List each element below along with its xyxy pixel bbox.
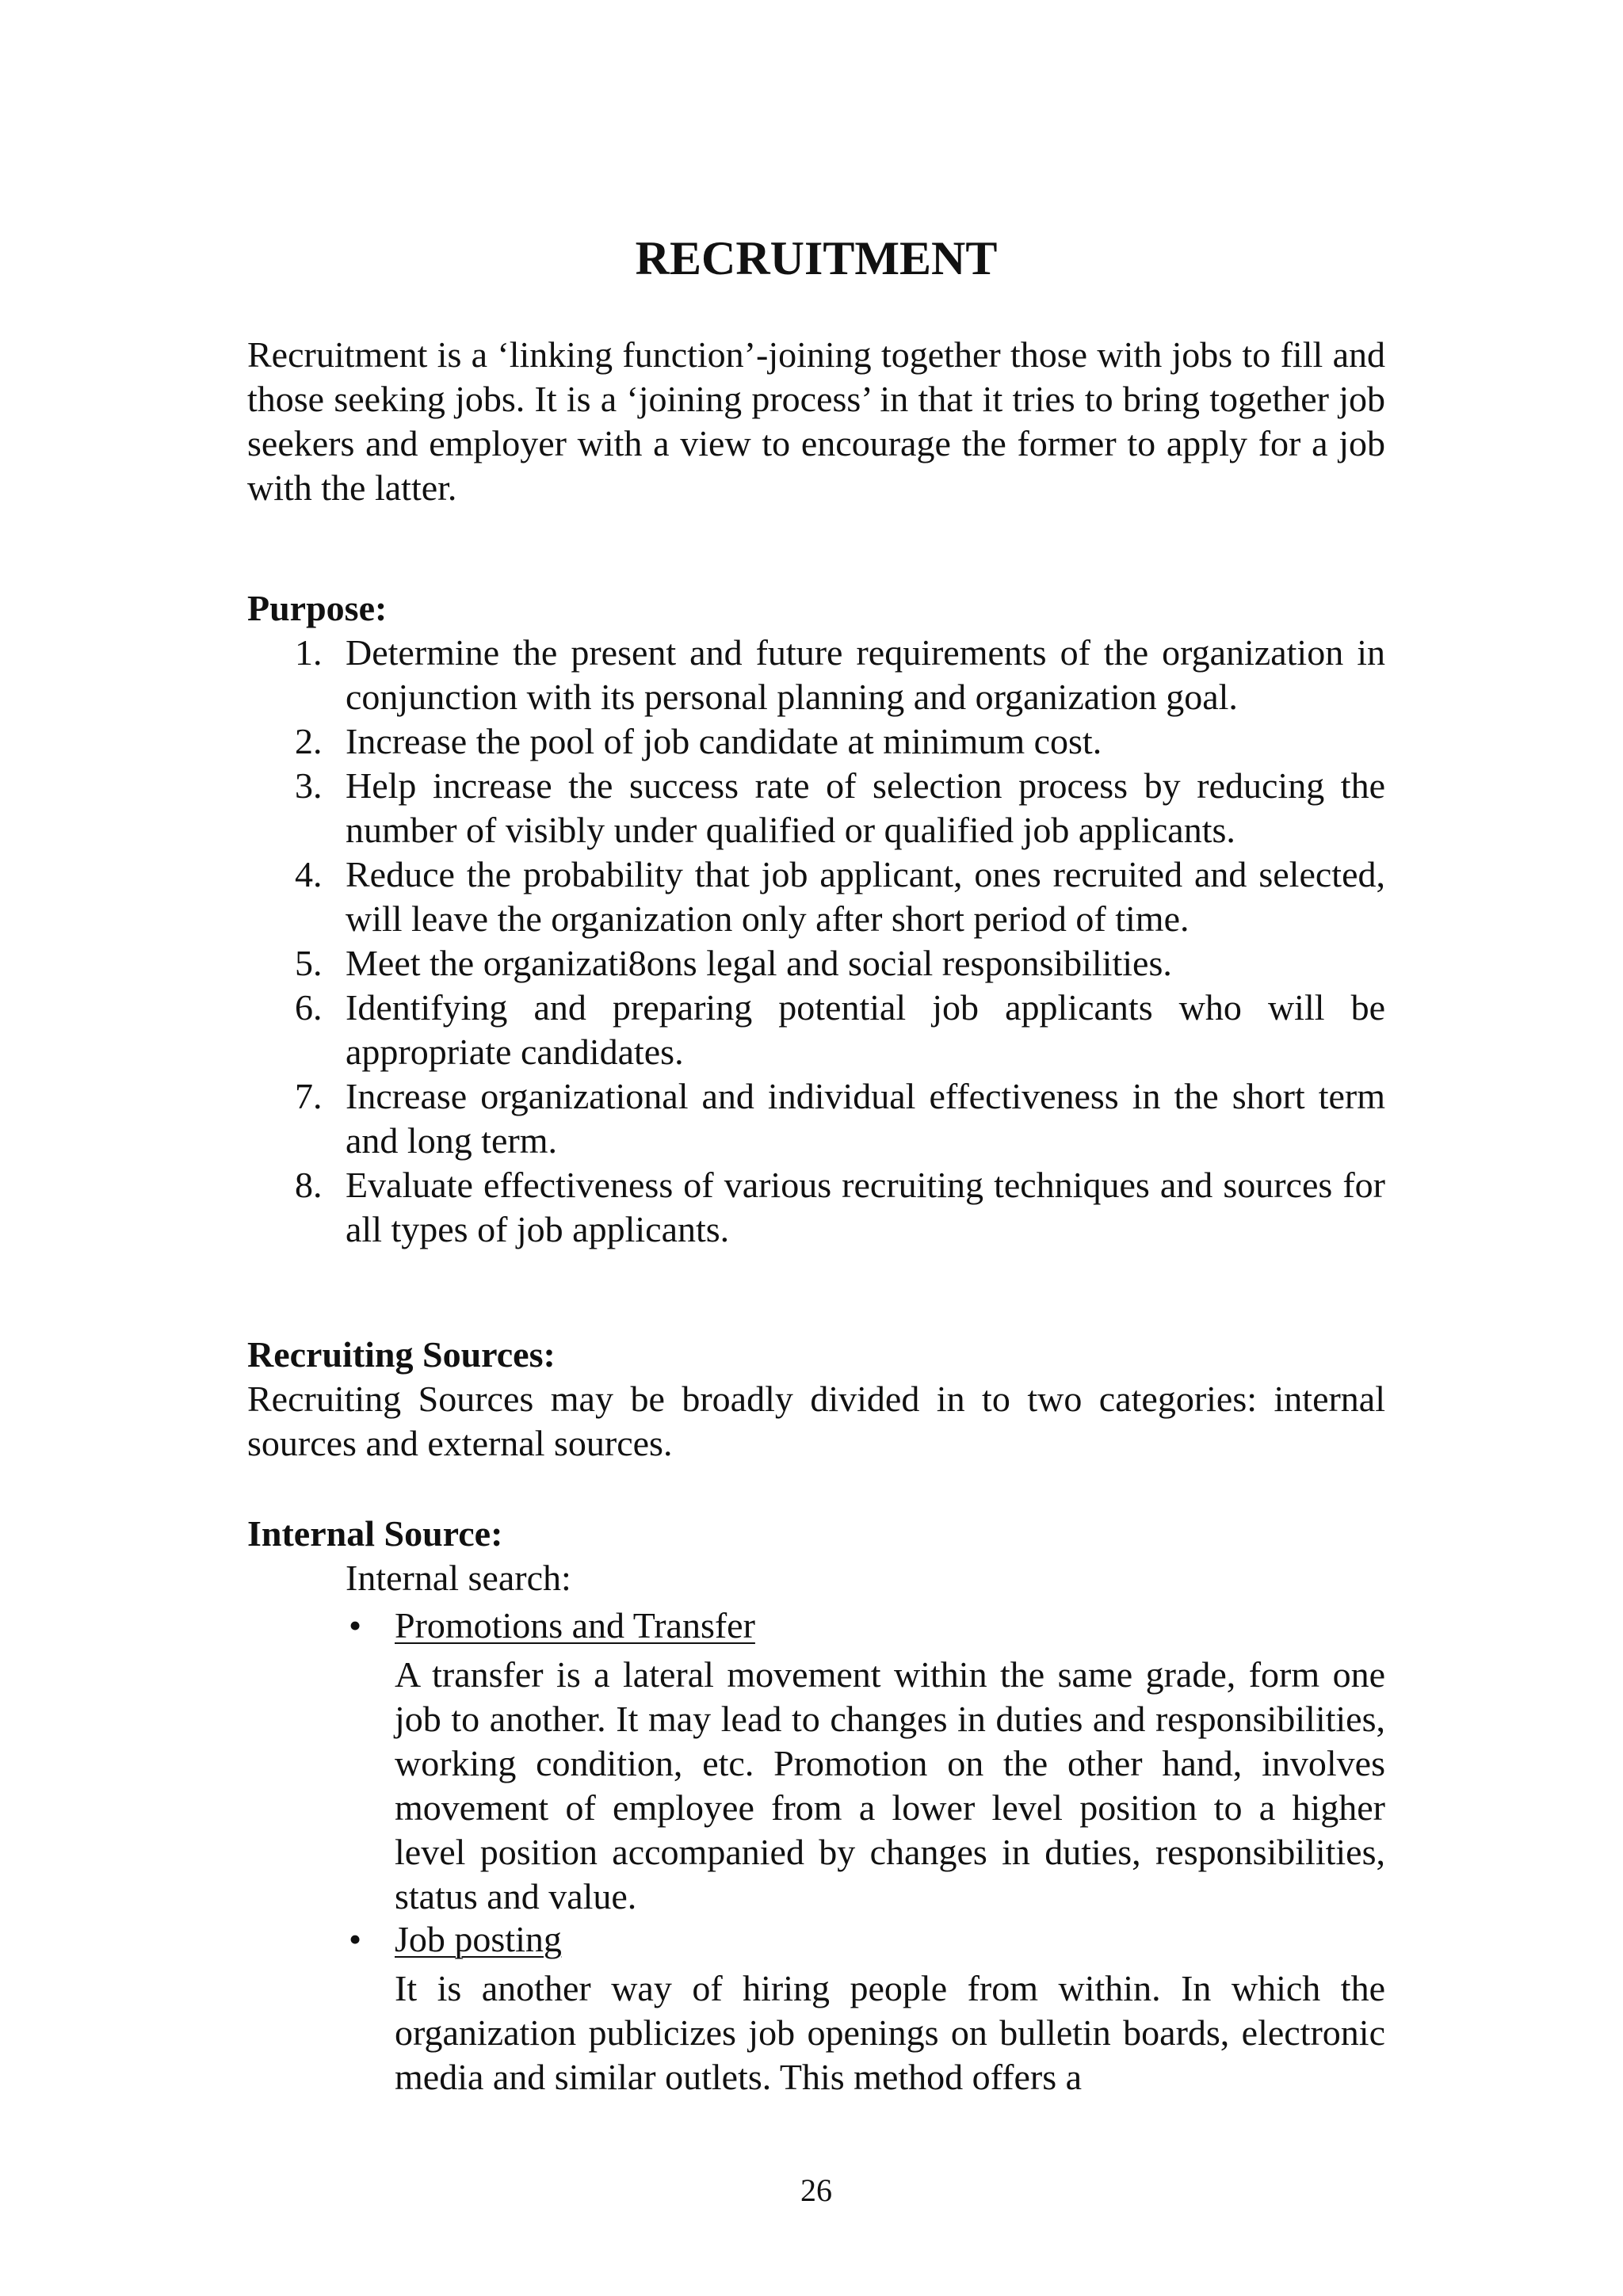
recruiting-sources-paragraph: Recruiting Sources may be broadly divided in to two categories: internal sources and external sources. xyxy=(247,1379,1385,1463)
purpose-item-number: 8. xyxy=(295,1165,323,1205)
purpose-item xyxy=(247,852,1385,941)
purpose-item-text: Identifying and preparing potential job applicants who will be appropriate candidates. xyxy=(346,987,1385,1072)
purpose-item xyxy=(247,986,1385,1074)
purpose-item-number: 3. xyxy=(295,765,323,806)
bullet-item-job-posting xyxy=(346,1917,1385,2100)
purpose-item-number: 7. xyxy=(295,1076,323,1116)
bullet-text: It is another way of hiring people from within. In which the organization publicizes job openings on bulletin boards, electronic media and similar outlets. This method offers a xyxy=(395,1968,1385,2097)
purpose-item xyxy=(247,719,1385,764)
purpose-item xyxy=(247,941,1385,986)
purpose-list xyxy=(247,631,1385,1252)
purpose-item-number: 6. xyxy=(295,987,323,1028)
bullet-item-promotions xyxy=(346,1604,1385,1919)
internal-source-heading: Internal Source: xyxy=(247,1513,503,1554)
internal-search-subheading: Internal search: xyxy=(346,1558,571,1598)
bullet-title: Promotions and Transfer xyxy=(395,1605,755,1646)
purpose-item-text: Determine the present and future requirements of the organization in conjunction with its personal planning and organization goal. xyxy=(346,632,1385,717)
recruiting-sources-heading: Recruiting Sources: xyxy=(247,1334,556,1375)
purpose-item-number: 1. xyxy=(295,632,323,673)
bullet-icon: • xyxy=(349,1919,362,1959)
purpose-item-text: Increase organizational and individual effectiveness in the short term and long term. xyxy=(346,1076,1385,1161)
purpose-item-number: 2. xyxy=(295,721,323,761)
bullet-text: A transfer is a lateral movement within the same grade, form one job to another. It may lead to changes in duties and responsibilities, working condition, etc. Promotion on the other hand, involves movement of employee from a lower level position to a higher level position accompanied by changes in duties, responsibilities, status and value. xyxy=(395,1654,1385,1917)
purpose-item xyxy=(247,1163,1385,1252)
purpose-item xyxy=(247,764,1385,852)
purpose-item-text: Evaluate effectiveness of various recruiting techniques and sources for all types of job applicants. xyxy=(346,1165,1385,1249)
purpose-item-text: Meet the organizati8ons legal and social responsibilities. xyxy=(346,943,1172,983)
purpose-heading: Purpose: xyxy=(247,588,388,628)
bullet-title: Job posting xyxy=(395,1919,562,1959)
purpose-item-text: Help increase the success rate of selection process by reducing the number of visibly under qualified or qualified job applicants. xyxy=(346,765,1385,850)
purpose-item-text: Reduce the probability that job applicant, ones recruited and selected, will leave the organization only after short period of time. xyxy=(346,854,1385,939)
bullet-icon: • xyxy=(349,1605,362,1646)
intro-paragraph: Recruitment is a ‘linking function’-joining together those with jobs to fill and those seeking jobs. It is a ‘joining process’ in that it tries to bring together job seekers and employer with a view to encourage the former to apply for a job with the latter. xyxy=(247,334,1385,508)
page-number: 26 xyxy=(800,2172,832,2208)
purpose-item-number: 4. xyxy=(295,854,323,894)
purpose-item-number: 5. xyxy=(295,943,323,983)
purpose-item-text: Increase the pool of job candidate at minimum cost. xyxy=(346,721,1102,761)
purpose-item xyxy=(247,631,1385,719)
purpose-item xyxy=(247,1074,1385,1163)
page-title: RECRUITMENT xyxy=(635,232,998,284)
